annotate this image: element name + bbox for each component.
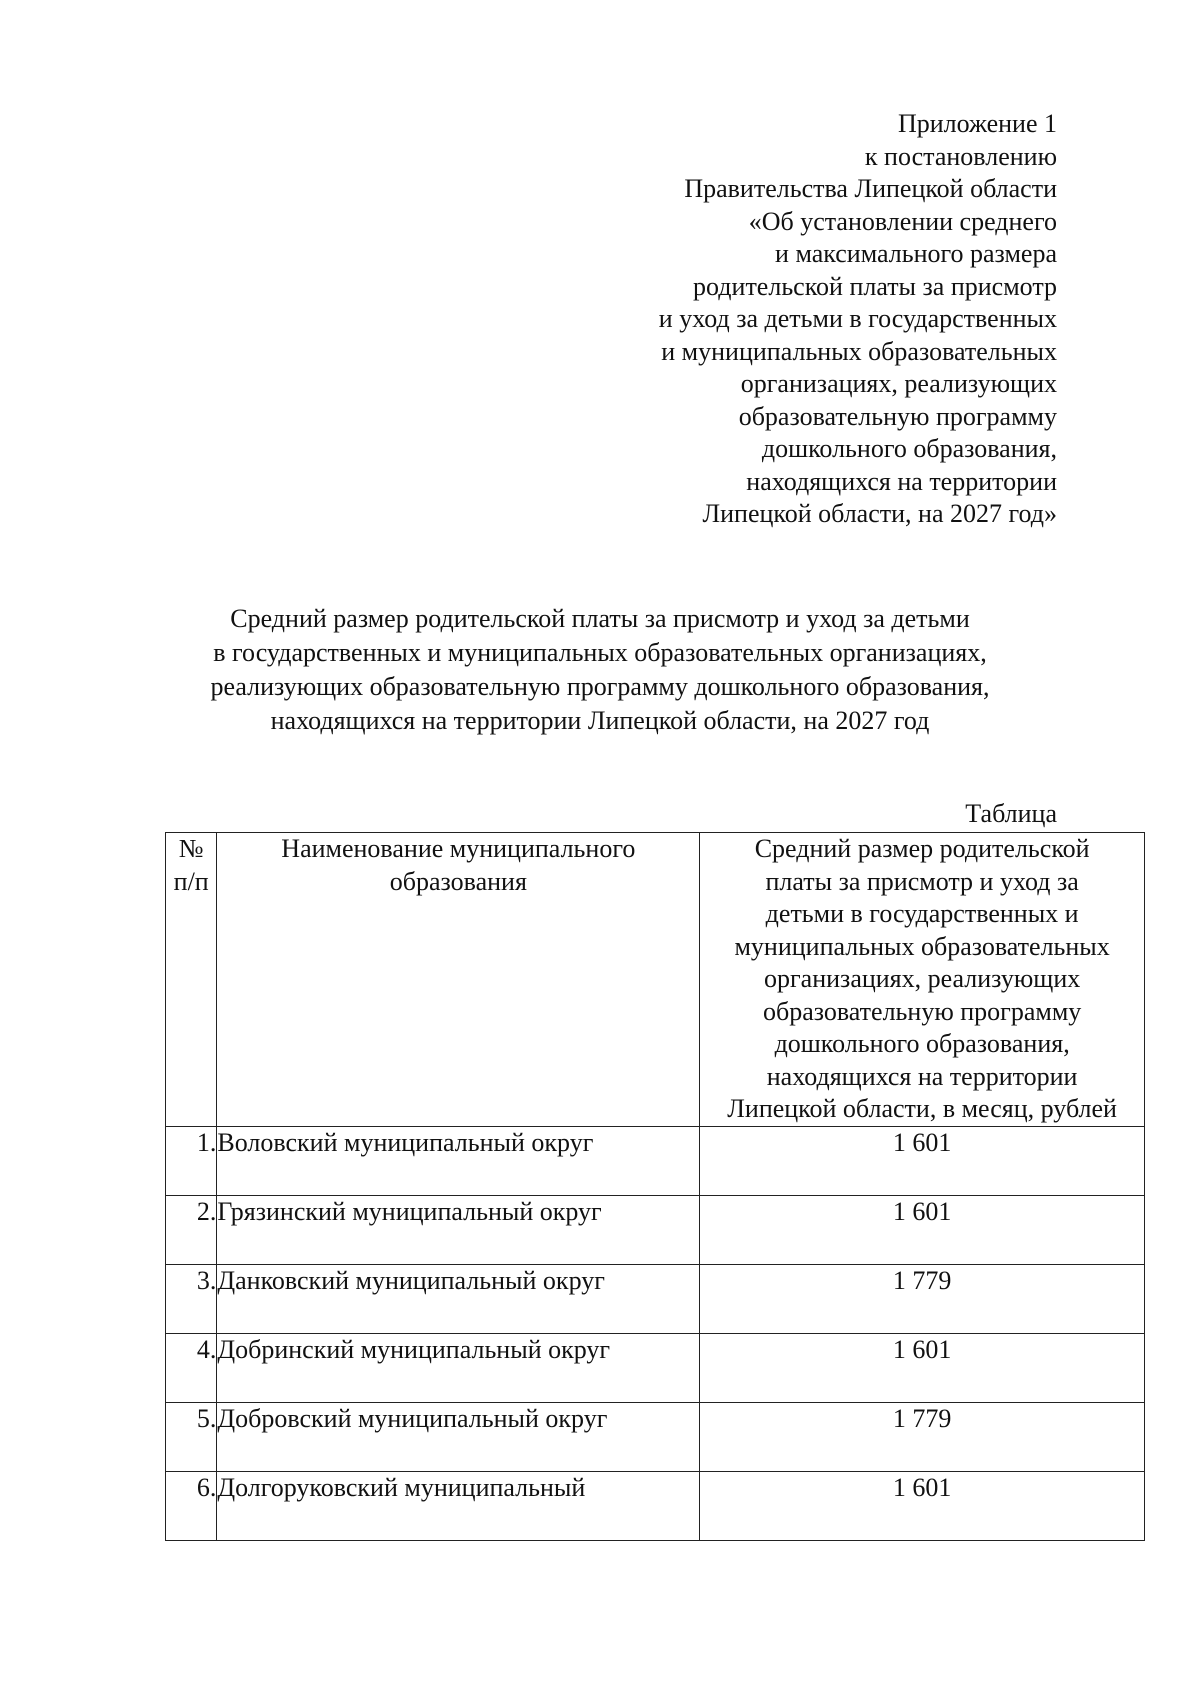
title-line: находящихся на территории Липецкой области, на 2027 год — [270, 706, 930, 735]
header-line: образовательную программу — [762, 996, 1082, 1026]
column-header-average-fee — [700, 833, 1145, 1127]
table-row — [166, 1471, 1145, 1540]
municipality-name: Добринский муниципальный округ — [217, 1333, 700, 1402]
table-caption: Таблица — [965, 799, 1057, 828]
header-line: образования — [389, 866, 527, 896]
table-row — [166, 1264, 1145, 1333]
title-line: в государственных и муниципальных образовательных организациях, — [213, 638, 987, 667]
header-line: организациях, реализующих — [764, 964, 1081, 993]
row-number: 1. — [166, 1126, 217, 1195]
appendix-line: организациях, реализующих — [740, 369, 1057, 398]
municipality-name: Грязинский муниципальный округ — [217, 1195, 700, 1264]
header-line: Средний размер родительской — [754, 834, 1090, 863]
fee-value: 1 779 — [700, 1264, 1145, 1333]
municipality-name: Данковский муниципальный округ — [217, 1264, 700, 1333]
table-header-row — [166, 833, 1145, 1127]
table-row — [166, 1195, 1145, 1264]
appendix-line: и муниципальных образовательных — [661, 336, 1057, 366]
appendix-line: Липецкой области, на 2027 год» — [702, 499, 1057, 528]
header-line: детьми в государственных и — [765, 899, 1079, 928]
header-line: дошкольного образования, — [774, 1029, 1070, 1058]
row-number: 5. — [166, 1402, 217, 1471]
title-line: реализующих образовательную программу дошкольного образования, — [210, 672, 990, 701]
fee-value: 1 601 — [700, 1195, 1145, 1264]
appendix-block — [537, 108, 1057, 531]
appendix-line: к постановлению — [864, 141, 1057, 171]
row-number: 2. — [166, 1195, 217, 1264]
appendix-line: дошкольного образования, — [761, 434, 1057, 463]
row-number: 4. — [166, 1333, 217, 1402]
fee-table — [165, 832, 1145, 1541]
appendix-line: родительской платы за присмотр — [693, 271, 1057, 301]
column-header-number — [166, 833, 217, 1127]
table-row — [166, 1333, 1145, 1402]
municipality-name: Добровский муниципальный округ — [217, 1402, 700, 1471]
row-number: 3. — [166, 1264, 217, 1333]
column-header-municipality — [217, 833, 700, 1127]
fee-value: 1 779 — [700, 1402, 1145, 1471]
municipality-name: Долгоруковский муниципальный — [217, 1471, 700, 1540]
table-body — [166, 1126, 1145, 1540]
header-line: муниципальных образовательных — [734, 931, 1110, 961]
header-line: платы за присмотр и уход за — [765, 866, 1079, 896]
fee-value: 1 601 — [700, 1333, 1145, 1402]
appendix-line: и максимального размера — [775, 239, 1057, 268]
table-row — [166, 1126, 1145, 1195]
appendix-line: Приложение 1 — [897, 109, 1057, 138]
document-title — [160, 602, 1040, 738]
fee-value: 1 601 — [700, 1471, 1145, 1540]
header-line: Липецкой области, в месяц, рублей — [727, 1094, 1117, 1123]
header-line: Наименование муниципального — [281, 834, 636, 863]
header-line: п/п — [173, 866, 209, 896]
municipality-name: Воловский муниципальный округ — [217, 1126, 700, 1195]
appendix-line: находящихся на территории — [746, 466, 1057, 496]
appendix-line: «Об установлении среднего — [748, 206, 1057, 236]
header-line: № — [178, 834, 204, 863]
appendix-line: и уход за детьми в государственных — [658, 304, 1057, 333]
appendix-line: образовательную программу — [738, 401, 1057, 431]
header-line: находящихся на территории — [766, 1061, 1078, 1091]
fee-value: 1 601 — [700, 1126, 1145, 1195]
row-number: 6. — [166, 1471, 217, 1540]
table-row — [166, 1402, 1145, 1471]
table-header — [166, 833, 1145, 1127]
title-line: Средний размер родительской платы за присмотр и уход за детьми — [230, 604, 970, 633]
appendix-line: Правительства Липецкой области — [684, 174, 1057, 203]
